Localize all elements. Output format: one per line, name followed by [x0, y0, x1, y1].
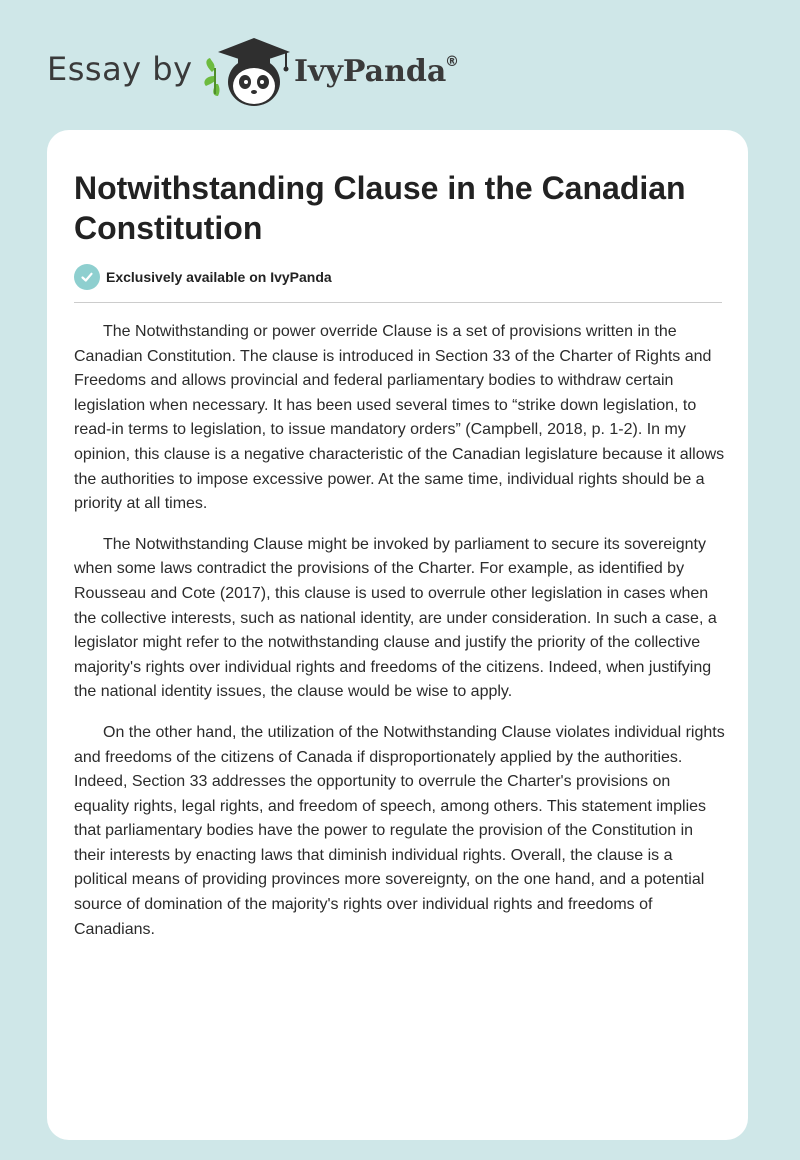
registered-mark: ®	[445, 54, 459, 70]
essay-card	[47, 130, 748, 1140]
paragraph: The Notwithstanding or power override Clause is a set of provisions written in the Canadian Constitution. The clause is introduced in Section 33 of the Charter of Rights and Freedoms and allows provincial and federal parliamentary bodies to withdraw certain legislation when necessary. It has been used several times to “strike down legislation, to read-in terms to legislation, to issue mandatory orders” (Campbell, 2018, p. 1-2). In my opinion, this clause is a negative characteristic of the Canadian legislature because it allows the authorities to impose excessive power. At the same time, individual rights should be a priority at all times.	[74, 323, 725, 513]
paragraph: The Notwithstanding Clause might be invoked by parliament to secure its sovereignty when some laws contradict the provisions of the Charter. For example, as identified by Rousseau and Cote (2017), this clause is used to overrule other legislation in cases when the collective interests, such as national identity, are under consideration. In such a case, a legislator might refer to the notwithstanding clause and justify the priority of the collective majority's rights over individual rights and freedoms of the citizens. Indeed, when justifying the national identity issues, the clause would be wise to apply.	[74, 535, 717, 701]
exclusive-badge	[74, 264, 332, 290]
badge-label: Exclusively available on IvyPanda	[106, 269, 332, 285]
brand-name[interactable]: IvyPanda	[294, 54, 447, 89]
site-header	[0, 0, 800, 130]
check-circle-icon	[74, 264, 100, 290]
essay-body	[74, 320, 726, 958]
panda-graduate-logo-icon[interactable]	[198, 34, 294, 110]
brand-prefix: Essay by	[47, 50, 193, 88]
essay-title: Notwithstanding Clause in the Canadian Constitution	[74, 170, 686, 246]
paragraph: On the other hand, the utilization of the Notwithstanding Clause violates individual rights and freedoms of the citizens of Canada if disproportionately applied by the authorities. Indeed, Section 33 addresses the opportunity to overrule the Charter's provisions on equality rights, legal rights, and freedom of speech, among others. This statement implies that parliamentary bodies have the power to regulate the provision of the Constitution in their interests by enacting laws that diminish individual rights. Overall, the clause is a political means of providing provinces more sovereignty, on the one hand, and a potential source of domination of the majority's rights over individual rights and freedoms of Canadians.	[74, 723, 725, 938]
divider	[74, 302, 722, 303]
